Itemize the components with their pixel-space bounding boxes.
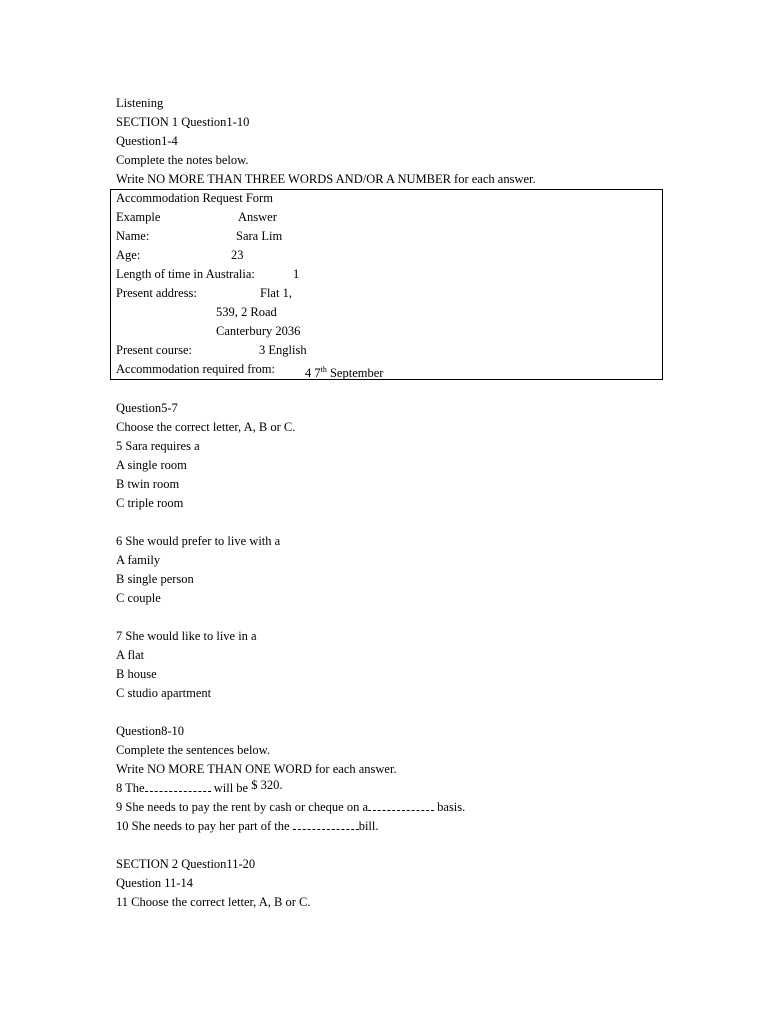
question-8: 8 The will be $ 320. <box>116 778 283 795</box>
instruction-line: Choose the correct letter, A, B or C. <box>116 420 296 434</box>
name-label: Name: <box>116 229 150 243</box>
example-value: Answer <box>238 210 277 224</box>
question-10: 10 She needs to pay her part of the bill. <box>116 819 379 833</box>
age-value: 23 <box>231 248 244 262</box>
answer-blank-10[interactable] <box>293 817 359 830</box>
length-label: Length of time in Australia: <box>116 267 255 281</box>
option-5c[interactable]: C triple room <box>116 496 184 510</box>
instruction-line: Complete the sentences below. <box>116 743 271 757</box>
option-7c[interactable]: C studio apartment <box>116 686 212 700</box>
instruction-line: Write NO MORE THAN ONE WORD for each answer. <box>116 762 397 776</box>
option-6a[interactable]: A family <box>116 553 161 567</box>
from-label: Accommodation required from: <box>116 362 275 376</box>
instruction-line: Complete the notes below. <box>116 153 249 167</box>
example-label: Example <box>116 210 161 224</box>
option-5a[interactable]: A single room <box>116 458 187 472</box>
answer-blank-9[interactable] <box>368 798 434 811</box>
course-label: Present course: <box>116 343 193 357</box>
section-heading: SECTION 2 Question11-20 <box>116 857 256 871</box>
answer-blank-8[interactable] <box>145 779 211 792</box>
instruction-line: Write NO MORE THAN THREE WORDS AND/OR A NUMBER for each answer. <box>116 172 536 186</box>
question-5: 5 Sara requires a <box>116 439 200 453</box>
question-range: Question1-4 <box>116 134 178 148</box>
address-line1: Flat 1, <box>260 286 292 300</box>
address-line3: Canterbury 2036 <box>216 324 301 338</box>
price-value: $ 320. <box>251 778 283 792</box>
name-value: Sara Lim <box>236 229 283 243</box>
question-6: 6 She would prefer to live with a <box>116 534 281 548</box>
address-line2: 539, 2 Road <box>216 305 277 319</box>
question-9: 9 She needs to pay the rent by cash or cheque on a basis. <box>116 800 466 814</box>
question-7: 7 She would like to live in a <box>116 629 257 643</box>
length-answer <box>293 265 299 284</box>
question-11: 11 Choose the correct letter, A, B or C. <box>116 895 311 909</box>
doc-title: Listening <box>116 96 164 110</box>
answer-number: 1 <box>293 267 300 281</box>
option-7a[interactable]: A flat <box>116 648 145 662</box>
from-answer: 4 7th September <box>305 365 384 381</box>
age-label: Age: <box>116 248 141 262</box>
option-6c[interactable]: C couple <box>116 591 161 605</box>
option-5b[interactable]: B twin room <box>116 477 180 491</box>
course-answer: 3 English <box>259 343 307 357</box>
option-6b[interactable]: B single person <box>116 572 194 586</box>
question-heading: Question8-10 <box>116 724 185 738</box>
question-heading: Question5-7 <box>116 401 178 415</box>
section-heading: SECTION 1 Question1-10 <box>116 115 250 129</box>
question-range: Question 11-14 <box>116 876 193 890</box>
option-7b[interactable]: B house <box>116 667 157 681</box>
address-label: Present address: <box>116 286 197 300</box>
